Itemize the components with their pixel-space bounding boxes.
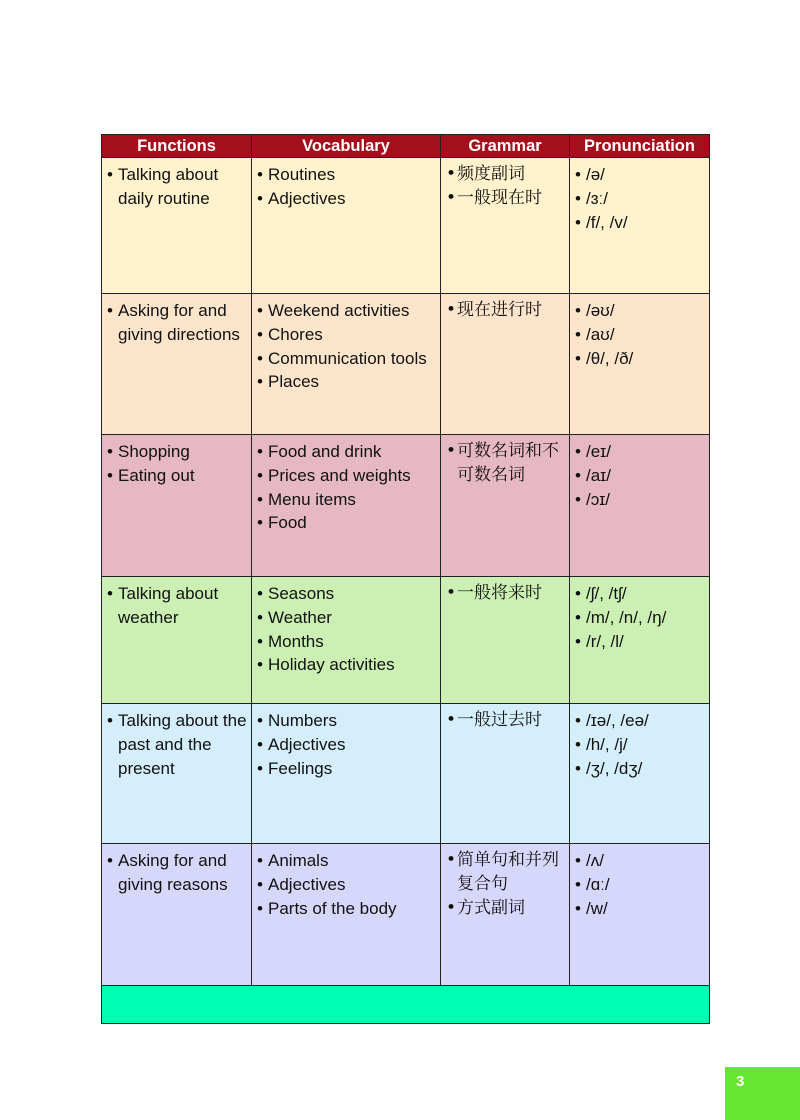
list-item: • Asking for and giving reasons: [107, 849, 247, 897]
list-item: • 可数名词和不可数名词: [446, 440, 565, 488]
grammar-list: [446, 849, 565, 920]
list-item: • /ɜː/: [575, 187, 705, 211]
cell-pronunciation: [570, 704, 710, 844]
cell-pronunciation: [570, 294, 710, 435]
list-item: • /w/: [575, 897, 705, 921]
list-item: • 一般现在时: [446, 187, 565, 211]
list-item: • /m/, /n/, /ŋ/: [575, 606, 705, 630]
page-number: 3: [736, 1073, 745, 1090]
list-item: • Talking about daily routine: [107, 163, 247, 211]
list-item: • Adjectives: [257, 733, 436, 757]
cell-grammar: [441, 294, 570, 435]
list-item: • Holiday activities: [257, 653, 436, 677]
cell-pronunciation: [570, 577, 710, 704]
pronunciation-list: [575, 163, 705, 234]
list-item: • 一般过去时: [446, 709, 565, 733]
cell-functions: [102, 435, 252, 577]
functions-list: [107, 299, 247, 347]
list-item: • Eating out: [107, 464, 247, 488]
list-item: • /ʃ/, /tʃ/: [575, 582, 705, 606]
header-functions: Functions: [102, 135, 252, 158]
header-pronunciation: Pronunciation: [570, 135, 710, 158]
table-row: [102, 577, 710, 704]
list-item: • /aɪ/: [575, 464, 705, 488]
grammar-list: [446, 709, 565, 733]
list-item: • 简单句和并列复合句: [446, 849, 565, 897]
vocabulary-list: [257, 299, 436, 394]
table-row: [102, 704, 710, 844]
cell-grammar: [441, 435, 570, 577]
cell-vocabulary: [252, 577, 441, 704]
cell-vocabulary: [252, 158, 441, 294]
list-item: • 频度副词: [446, 163, 565, 187]
list-item: • Talking about weather: [107, 582, 247, 630]
cell-pronunciation: [570, 158, 710, 294]
functions-list: [107, 709, 247, 780]
list-item: • /h/, /j/: [575, 733, 705, 757]
vocabulary-list: [257, 849, 436, 920]
list-item: • Seasons: [257, 582, 436, 606]
cell-pronunciation: [570, 844, 710, 986]
list-item: • Months: [257, 630, 436, 654]
list-item: • Prices and weights: [257, 464, 436, 488]
list-item: • Talking about the past and the present: [107, 709, 247, 780]
pronunciation-list: [575, 709, 705, 780]
list-item: • /ʌ/: [575, 849, 705, 873]
table-header-row: [102, 135, 710, 158]
functions-list: [107, 582, 247, 630]
pronunciation-list: [575, 849, 705, 920]
table-row: [102, 844, 710, 986]
cell-grammar: [441, 158, 570, 294]
list-item: • 一般将来时: [446, 582, 565, 606]
cell-grammar: [441, 577, 570, 704]
list-item: • Shopping: [107, 440, 247, 464]
list-item: • /ɑː/: [575, 873, 705, 897]
vocabulary-list: [257, 582, 436, 677]
cell-vocabulary: [252, 844, 441, 986]
functions-list: [107, 849, 247, 897]
functions-list: [107, 440, 247, 488]
cell-functions: [102, 577, 252, 704]
table-row: [102, 294, 710, 435]
list-item: • 方式副词: [446, 897, 565, 921]
page-number-badge: [725, 1067, 800, 1120]
pronunciation-list: [575, 440, 705, 511]
cell-pronunciation: [570, 435, 710, 577]
syllabus-table: [101, 134, 710, 1024]
list-item: • Food and drink: [257, 440, 436, 464]
list-item: • Routines: [257, 163, 436, 187]
list-item: • Adjectives: [257, 873, 436, 897]
list-item: • Numbers: [257, 709, 436, 733]
cell-functions: [102, 704, 252, 844]
grammar-list: [446, 440, 565, 488]
list-item: • /əʊ/: [575, 299, 705, 323]
vocabulary-list: [257, 163, 436, 211]
footer-bar: [102, 986, 710, 1024]
cell-functions: [102, 158, 252, 294]
cell-vocabulary: [252, 704, 441, 844]
list-item: • Places: [257, 370, 436, 394]
list-item: • Chores: [257, 323, 436, 347]
grammar-list: [446, 582, 565, 606]
list-item: • Menu items: [257, 488, 436, 512]
list-item: • Feelings: [257, 757, 436, 781]
cell-vocabulary: [252, 435, 441, 577]
list-item: • Communication tools: [257, 347, 436, 371]
list-item: • /aʊ/: [575, 323, 705, 347]
list-item: • /ʒ/, /dʒ/: [575, 757, 705, 781]
grammar-list: [446, 299, 565, 323]
table-row: [102, 158, 710, 294]
cell-vocabulary: [252, 294, 441, 435]
list-item: • Food: [257, 511, 436, 535]
list-item: • Adjectives: [257, 187, 436, 211]
cell-functions: [102, 844, 252, 986]
list-item: • /ə/: [575, 163, 705, 187]
list-item: • Weather: [257, 606, 436, 630]
list-item: • /θ/, /ð/: [575, 347, 705, 371]
list-item: • 现在进行时: [446, 299, 565, 323]
cell-grammar: [441, 704, 570, 844]
grammar-list: [446, 163, 565, 211]
list-item: • Weekend activities: [257, 299, 436, 323]
functions-list: [107, 163, 247, 211]
cell-functions: [102, 294, 252, 435]
list-item: • /ɪə/, /eə/: [575, 709, 705, 733]
cell-grammar: [441, 844, 570, 986]
header-vocabulary: Vocabulary: [252, 135, 441, 158]
header-grammar: Grammar: [441, 135, 570, 158]
list-item: • /f/, /v/: [575, 211, 705, 235]
vocabulary-list: [257, 440, 436, 535]
pronunciation-list: [575, 582, 705, 653]
pronunciation-list: [575, 299, 705, 370]
list-item: • /r/, /l/: [575, 630, 705, 654]
vocabulary-list: [257, 709, 436, 780]
table-footer-row: [102, 986, 710, 1024]
list-item: • /eɪ/: [575, 440, 705, 464]
list-item: • /ɔɪ/: [575, 488, 705, 512]
list-item: • Animals: [257, 849, 436, 873]
table-row: [102, 435, 710, 577]
list-item: • Asking for and giving directions: [107, 299, 247, 347]
list-item: • Parts of the body: [257, 897, 436, 921]
